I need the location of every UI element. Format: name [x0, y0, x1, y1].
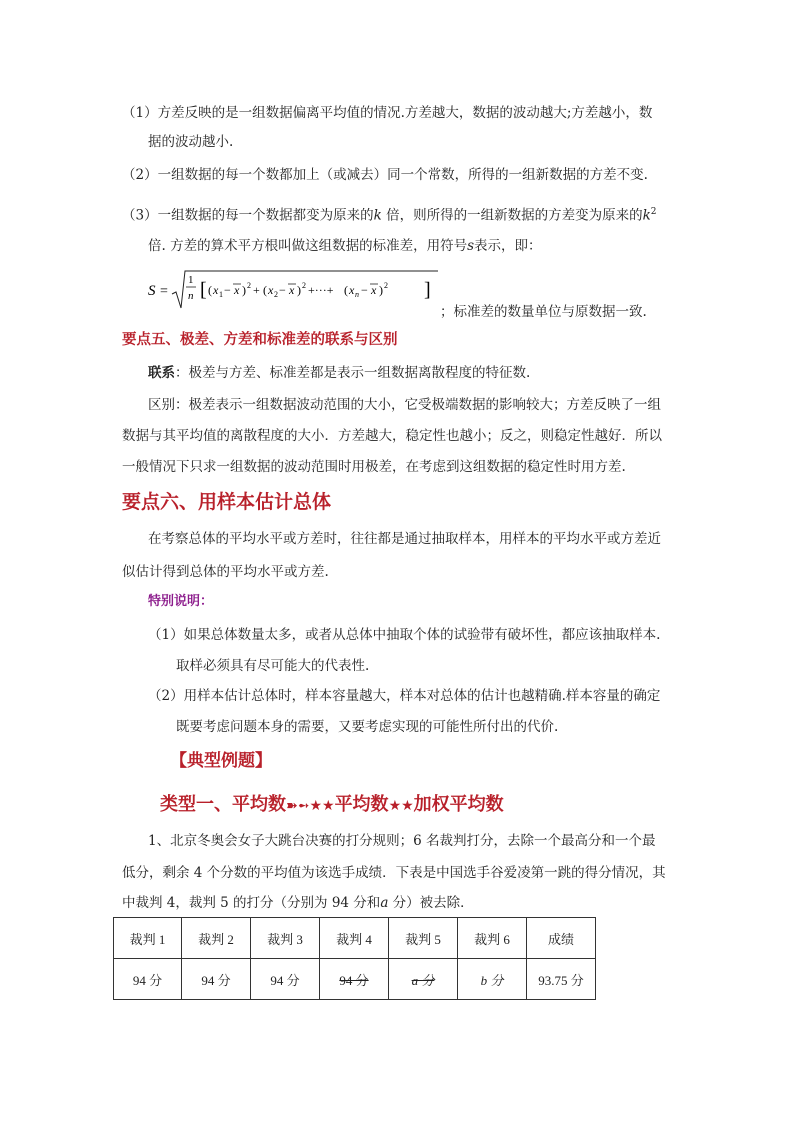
- svg-text:(: (: [263, 283, 267, 297]
- link-text: ：极差与方差、标准差都是表示一组数据离散程度的特征数.: [175, 365, 531, 381]
- table-cell: 93.75 分: [527, 959, 596, 1000]
- svg-text:): ): [297, 283, 301, 297]
- svg-text:]: ]: [424, 279, 431, 301]
- svg-text:2: 2: [302, 281, 306, 290]
- q1-line-b: 低分，剩余 4 个分数的平均值为该选手成绩．下表是中国选手谷爱凌第一跳的得分情况，其: [122, 865, 666, 881]
- section-5-heading: 要点五、极差、方差和标准差的联系与区别: [122, 332, 398, 348]
- s2-line-b: 既要考虑问题本身的需要，又要考虑实现的可能性所付出的代价.: [176, 719, 559, 735]
- score-table: [113, 917, 596, 1000]
- exponent-2: 2: [650, 207, 657, 217]
- table-cell: 94 分: [251, 959, 320, 1000]
- item3-text-3: 倍. 方差的算术平方根叫做这组数据的标准差，用符号: [148, 238, 468, 254]
- formula-tail: ；标准差的数量单位与原数据一致.: [440, 304, 647, 320]
- svg-text:x: x: [234, 283, 240, 297]
- table-header-cell: 成绩: [527, 918, 596, 959]
- table-header-row: [114, 918, 596, 959]
- special-note-label: 特别说明：: [148, 594, 214, 609]
- std-dev-formula: [148, 268, 438, 316]
- svg-text:2: 2: [384, 281, 388, 290]
- p6-line-b: 似估计得到总体的平均水平或方差.: [122, 564, 329, 580]
- table-header-cell: 裁判 3: [251, 918, 320, 959]
- svg-text:): ): [379, 283, 383, 297]
- type-1-label: 类型一、平均数: [160, 794, 286, 815]
- q1-line-a: 1、北京冬奥会女子大跳台决赛的打分规则；6 名裁判打分，去除一个最高分和一个最: [148, 833, 656, 849]
- item2-line: （2）一组数据的每一个数都加上（或减去）同一个常数，所得的一组新数据的方差不变.: [122, 167, 648, 183]
- svg-text:(: (: [344, 283, 348, 297]
- item3-line-a: [122, 203, 657, 225]
- table-cell: 94 分: [114, 959, 182, 1000]
- q1-text-2: 分）被去除．: [388, 895, 474, 911]
- var-s: s: [467, 238, 475, 254]
- svg-text:x: x: [289, 283, 295, 297]
- svg-text:n: n: [188, 290, 194, 302]
- svg-text:+: +: [253, 283, 260, 297]
- table-header-cell: 裁判 2: [182, 918, 251, 959]
- type-1-label-b: 平均数: [334, 794, 389, 815]
- diff-line-c: 一般情况下只求一组数据的波动范围时用极差，在考虑到这组数据的稳定性时用方差.: [122, 459, 626, 475]
- p6-line-a: 在考察总体的平均水平或方差时，往往都是通过抽取样本，用样本的平均水平或方差近: [148, 531, 661, 547]
- var-k: k: [373, 207, 382, 224]
- arrow-star-decoration: ➽➻★★: [286, 798, 335, 814]
- link-label: 联系: [148, 365, 175, 381]
- table-header-cell: 裁判 5: [389, 918, 458, 959]
- svg-text:1: 1: [188, 274, 194, 286]
- typical-examples-heading: 【典型例题】: [170, 751, 272, 771]
- svg-text:−: −: [224, 283, 231, 297]
- svg-text:−: −: [361, 283, 368, 297]
- item3-text-1: （3）一组数据的每一个数据都变为原来的: [122, 207, 374, 224]
- table-header-cell: 裁判 1: [114, 918, 182, 959]
- svg-text:x: x: [213, 283, 219, 297]
- table-header-cell: 裁判 4: [320, 918, 389, 959]
- q1-text-1: 中裁判 4，裁判 5 的打分（分别为 94 分和: [122, 895, 381, 911]
- type-1-heading: [160, 793, 504, 818]
- svg-text:+···+: +···+: [308, 283, 334, 297]
- table-cell-struck: 94 分: [320, 959, 389, 1000]
- svg-text:[: [: [200, 279, 207, 301]
- svg-text:2: 2: [274, 290, 278, 299]
- diff-line-a: 区别：极差表示一组数据波动范围的大小，它受极端数据的影响较大；方差反映了一组: [148, 397, 661, 413]
- item1-line-a: （1）方差反映的是一组数据偏离平均值的情况.方差越大，数据的波动越大;方差越小，数: [122, 105, 653, 121]
- var-a: a: [380, 895, 389, 911]
- table-row: [114, 959, 596, 1000]
- svg-text:1: 1: [219, 290, 223, 299]
- svg-text:2: 2: [247, 281, 251, 290]
- table-cell: 94 分: [182, 959, 251, 1000]
- s1-line-b: 取样必须具有尽可能大的代表性.: [176, 658, 370, 674]
- table-cell-struck: a 分: [389, 959, 458, 1000]
- svg-text:=: =: [160, 284, 168, 299]
- svg-text:(: (: [208, 283, 212, 297]
- diff-line-b: 数据与其平均值的离散程度的大小．方差越大，稳定性也越小；反之，则稳定性越好．所以: [122, 428, 662, 444]
- table-cell: b 分: [458, 959, 527, 1000]
- item1-line-b: 据的波动越小.: [148, 134, 234, 150]
- link-line: [148, 364, 530, 382]
- item3-text-2: 倍，则所得的一组新数据的方差变为原来的: [381, 207, 643, 224]
- section-6-heading: 要点六、用样本估计总体: [122, 491, 332, 513]
- item3-line-b: [148, 237, 542, 255]
- item3-text-4: 表示，即：: [474, 238, 542, 254]
- s1-line-a: （1）如果总体数量太多，或者从总体中抽取个体的试验带有破坏性，都应该抽取样本.: [148, 627, 661, 643]
- svg-text:n: n: [355, 290, 359, 299]
- svg-text:−: −: [279, 283, 286, 297]
- var-k2: k: [642, 207, 651, 224]
- svg-text:x: x: [268, 283, 274, 297]
- svg-text:): ): [242, 283, 246, 297]
- type-1-label-c: 加权平均数: [413, 794, 504, 815]
- star-decoration: ★★: [388, 798, 414, 814]
- q1-line-c: [122, 894, 474, 912]
- svg-text:x: x: [349, 283, 355, 297]
- table-header-cell: 裁判 6: [458, 918, 527, 959]
- svg-text:x: x: [371, 283, 377, 297]
- svg-text:S: S: [148, 283, 156, 299]
- s2-line-a: （2）用样本估计总体时，样本容量越大，样本对总体的估计也越精确.样本容量的确定: [148, 688, 661, 704]
